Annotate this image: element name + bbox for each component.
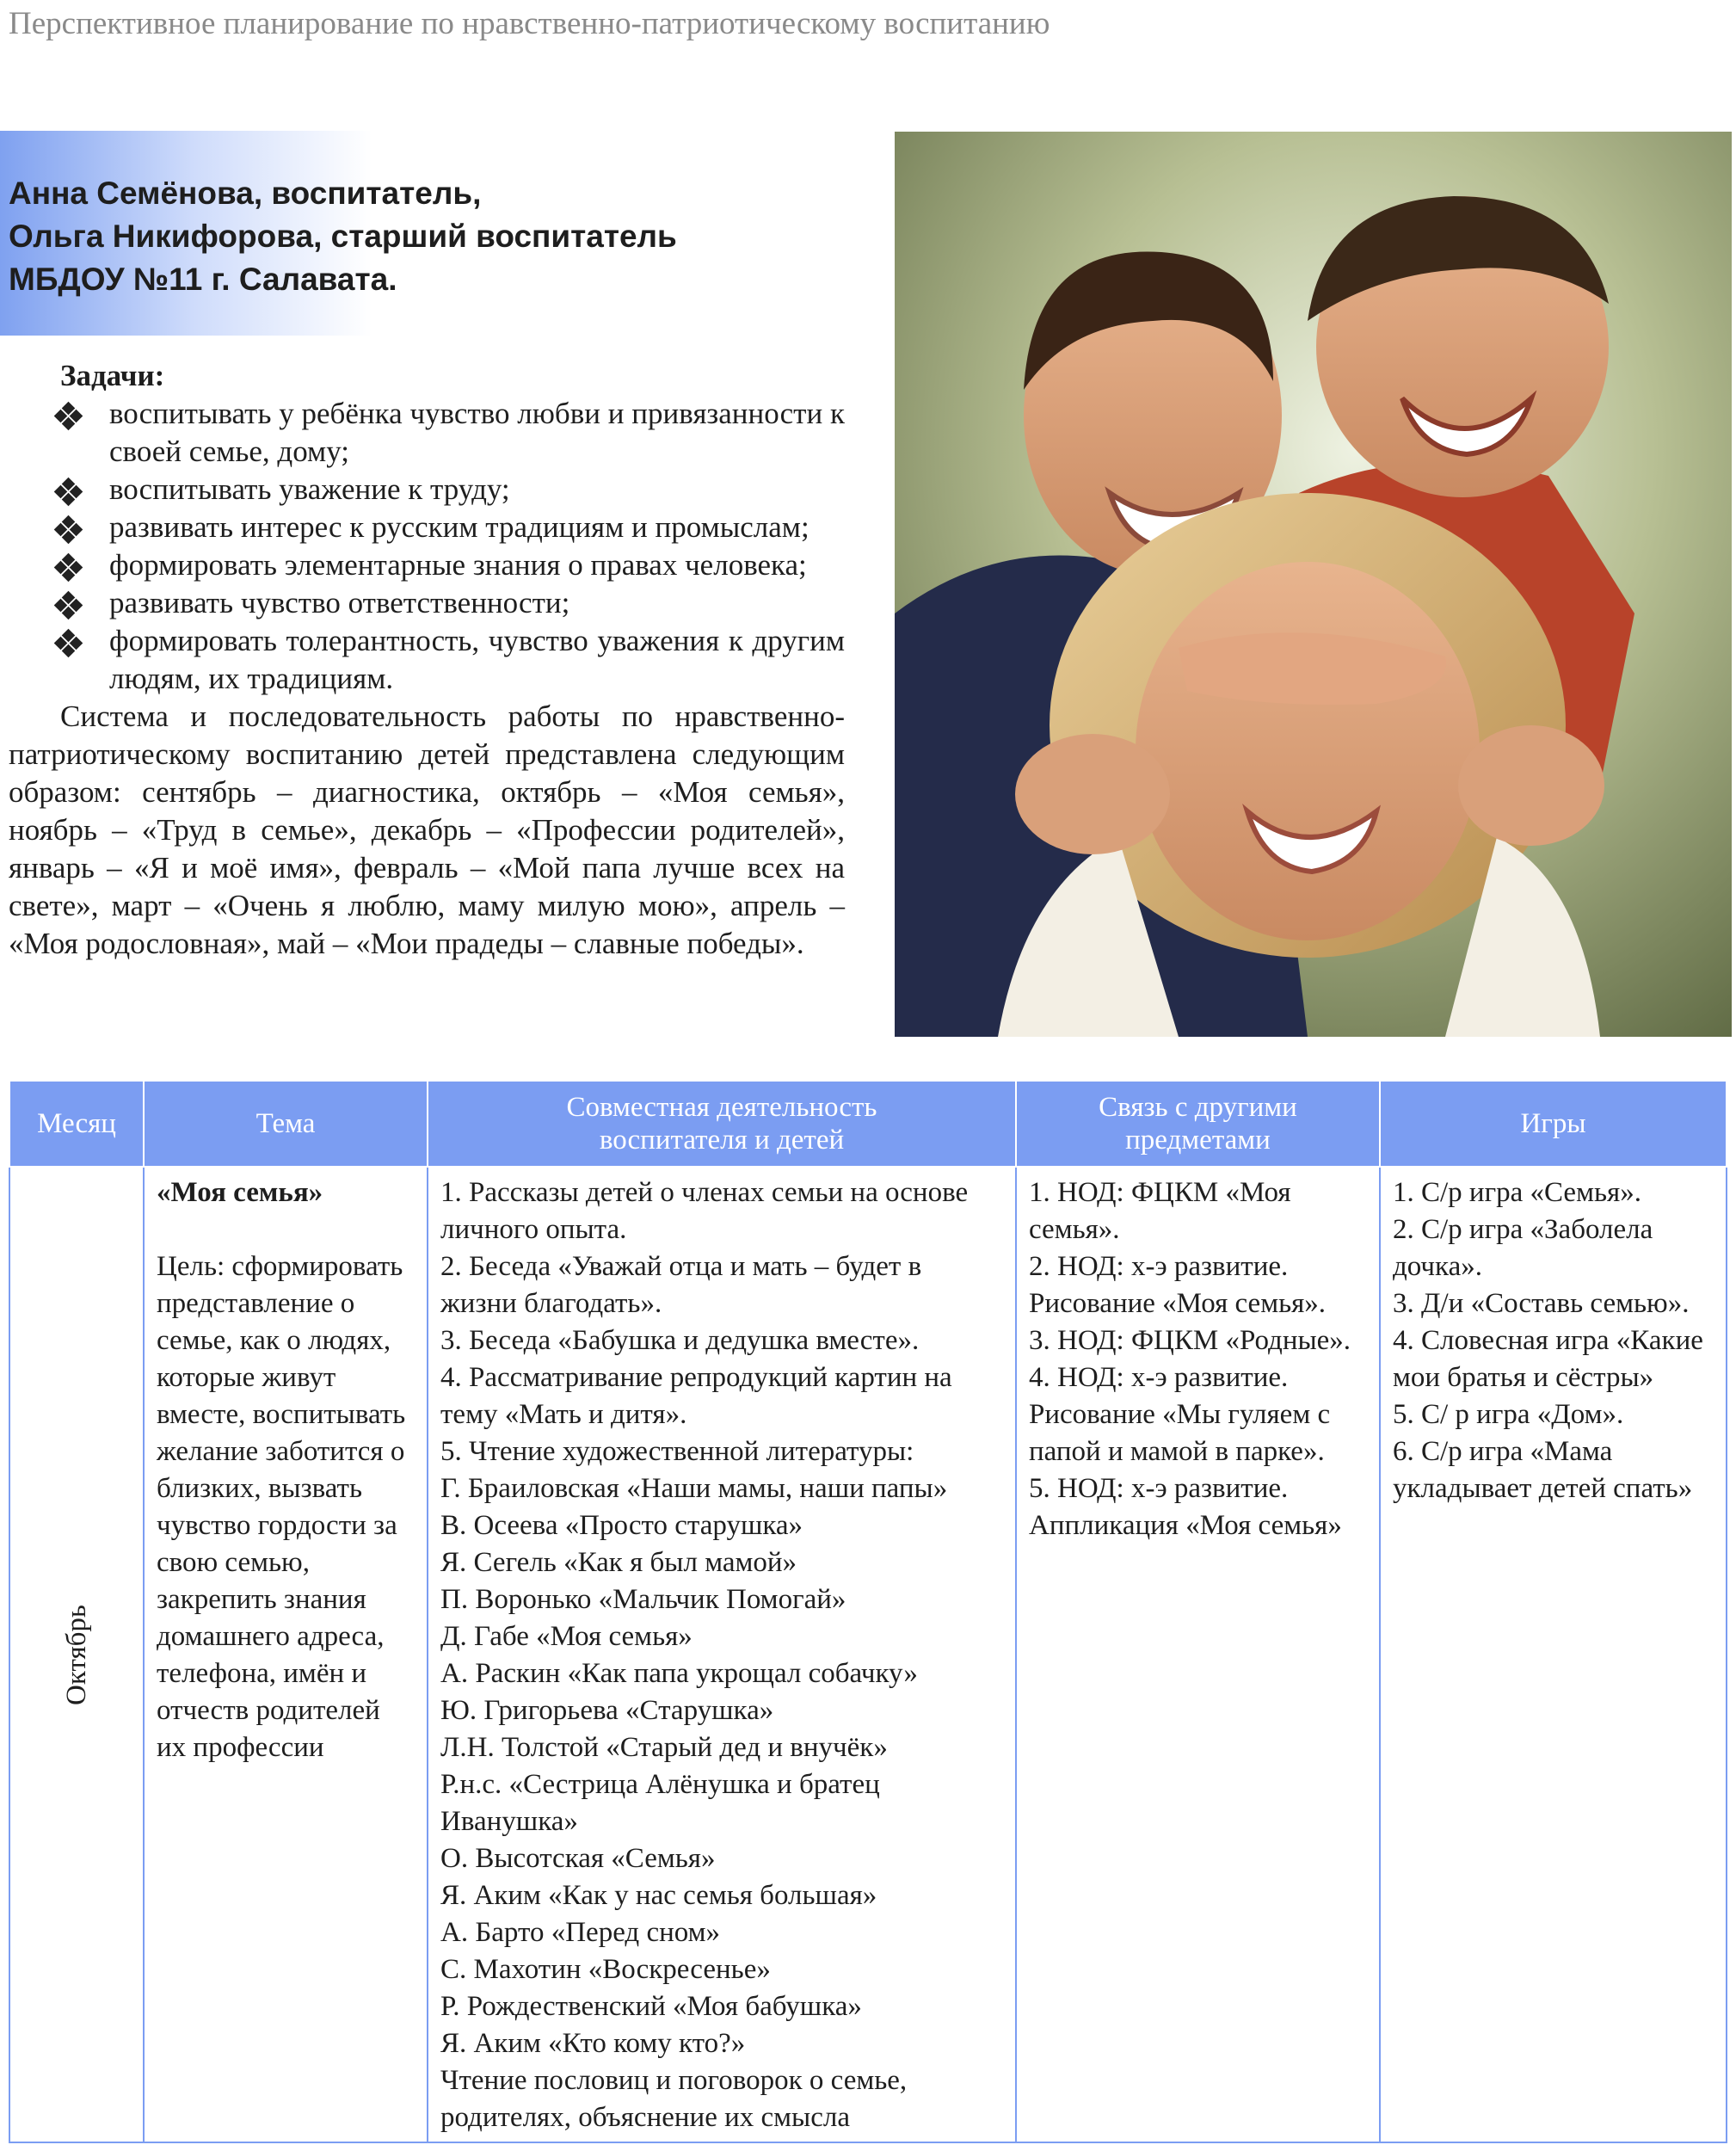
list-item: 5. НОД: х-э развитие. Аппликация «Моя семья» (1029, 1473, 1342, 1541)
list-item: Р. Рождественский «Моя бабушка» (440, 1991, 862, 2022)
column-header-theme: Тема (144, 1081, 428, 1167)
list-item: 6. С/р игра «Мама укладывает детей спать» (1393, 1436, 1693, 1504)
diamond-bullet-icon (56, 404, 82, 429)
list-item: 3. НОД: ФЦКМ «Родные». (1029, 1325, 1351, 1356)
family-photo (895, 132, 1732, 1037)
list-item: 2. С/р игра «Заболела дочка». (1393, 1214, 1653, 1282)
list-item: Я. Аким «Кто кому кто?» (440, 2028, 746, 2059)
list-item: Г. Браиловская «Наши мамы, наши папы» (440, 1473, 948, 1504)
list-item: П. Воронько «Мальчик Помогай» (440, 1584, 846, 1615)
list-item: Я. Сегель «Как я был мамой» (440, 1547, 797, 1578)
column-header-month: Месяц (9, 1081, 144, 1167)
list-item: 1. С/р игра «Семья». (1393, 1177, 1641, 1208)
column-header-games: Игры (1380, 1081, 1727, 1167)
diamond-bullet-icon (56, 479, 82, 505)
list-item: О. Высотская «Семья» (440, 1843, 716, 1874)
task-item: развивать интерес к русским традициям и промыслам; (9, 508, 845, 546)
task-item: воспитывать уважение к труду; (9, 471, 845, 508)
list-item: Л.Н. Толстой «Старый дед и внучёк» (440, 1732, 888, 1763)
list-item: Р.н.с. «Сестрица Алёнушка и братец Иванушка» (440, 1769, 880, 1837)
task-item: формировать толерантность, чувство уважения к другим людям, их традициям. (9, 622, 845, 698)
plan-table (9, 1080, 1727, 2143)
list-item: 4. Рассматривание репродукций картин на тему «Мать и дитя». (440, 1362, 952, 1430)
diamond-bullet-icon (56, 593, 82, 619)
list-item: 1. НОД: ФЦКМ «Моя семья». (1029, 1177, 1291, 1245)
task-item: формировать элементарные знания о правах человека; (9, 546, 845, 584)
list-item: 2. Беседа «Уважай отца и мать – будет в жизни благодать». (440, 1251, 922, 1319)
list-item: 3. Беседа «Бабушка и дедушка вместе». (440, 1325, 920, 1356)
list-item: 4. Словесная игра «Какие мои братья и сёстры» (1393, 1325, 1703, 1393)
list-item: 4. НОД: х-э развитие. Рисование «Мы гуляем с папой и мамой в парке». (1029, 1362, 1331, 1467)
task-item: воспитывать у ребёнка чувство любви и привязанности к своей семье, дому; (9, 395, 845, 471)
author-block (9, 172, 677, 301)
system-paragraph: Система и последовательность работы по нравственно-патриотическому воспитанию детей представлена следующим образом: сентябрь – диагностика, октябрь – «Моя семья», ноябрь – «Труд в семье», декабрь – «Профессии родителей», январь – «Я и моё имя», февраль – «Мой папа лучше всех на свете», март – «Очень я люблю, маму милую мою», апрель – «Моя родословная», май – «Мои прадеды – славные победы». (9, 700, 845, 960)
diamond-bullet-icon (56, 631, 82, 656)
diamond-bullet-icon (56, 555, 82, 581)
list-item: Ю. Григорьева «Старушка» (440, 1695, 774, 1726)
list-item: А. Раскин «Как папа укрощал собачку» (440, 1658, 918, 1689)
table-header-row (9, 1081, 1727, 1167)
tasks-list (9, 395, 845, 698)
page-title: Перспективное планирование по нравственно-патриотическому воспитанию (9, 6, 1050, 41)
tasks-title: Задачи: (60, 359, 165, 392)
list-item: В. Осеева «Просто старушка» (440, 1510, 803, 1541)
theme-title: «Моя семья» (157, 1177, 323, 1208)
list-item: 3. Д/и «Составь семью». (1393, 1288, 1690, 1319)
month-cell (9, 1167, 144, 2142)
list-item: 2. НОД: х-э развитие. Рисование «Моя семья». (1029, 1251, 1327, 1319)
author-line-1: Анна Семёнова, воспитатель, (9, 176, 482, 211)
author-line-2: Ольга Никифорова, старший воспитатель (9, 219, 677, 254)
list-item: А. Барто «Перед сном» (440, 1917, 721, 1948)
list-item: 1. Рассказы детей о членах семьи на основе личного опыта. (440, 1177, 969, 1245)
list-item: Я. Аким «Как у нас семья большая» (440, 1880, 877, 1911)
games-cell (1380, 1167, 1727, 2142)
tasks-section (9, 357, 845, 963)
column-header-joint: Совместная деятельность воспитателя и детей (428, 1081, 1016, 1167)
list-item: 5. Чтение художественной литературы: (440, 1436, 914, 1467)
table-row (9, 1167, 1727, 2142)
diamond-bullet-icon (56, 517, 82, 543)
list-item: 5. С/ р игра «Дом». (1393, 1399, 1624, 1430)
theme-cell (144, 1167, 428, 2142)
links-cell (1016, 1167, 1380, 2142)
column-header-links: Связь с другими предметами (1016, 1081, 1380, 1167)
list-item: Чтение пословиц и поговорок о семье, родителях, объяснение их смысла (440, 2065, 908, 2133)
task-item: развивать чувство ответственности; (9, 584, 845, 622)
author-line-3: МБДОУ №11 г. Салавата. (9, 262, 397, 297)
month-label: Октябрь (60, 1604, 92, 1705)
theme-goal: Цель: сформировать представление о семье, как о людях, которые живут вместе, воспитывать желание заботится о близких, вызвать чувство гордости за свою семью, закрепить знания домашнего адреса, телефона, имён и отчеств родителей их профессии (157, 1251, 406, 1763)
joint-activity-cell (428, 1167, 1016, 2142)
list-item: С. Махотин «Воскресенье» (440, 1954, 771, 1985)
list-item: Д. Габе «Моя семья» (440, 1621, 693, 1652)
